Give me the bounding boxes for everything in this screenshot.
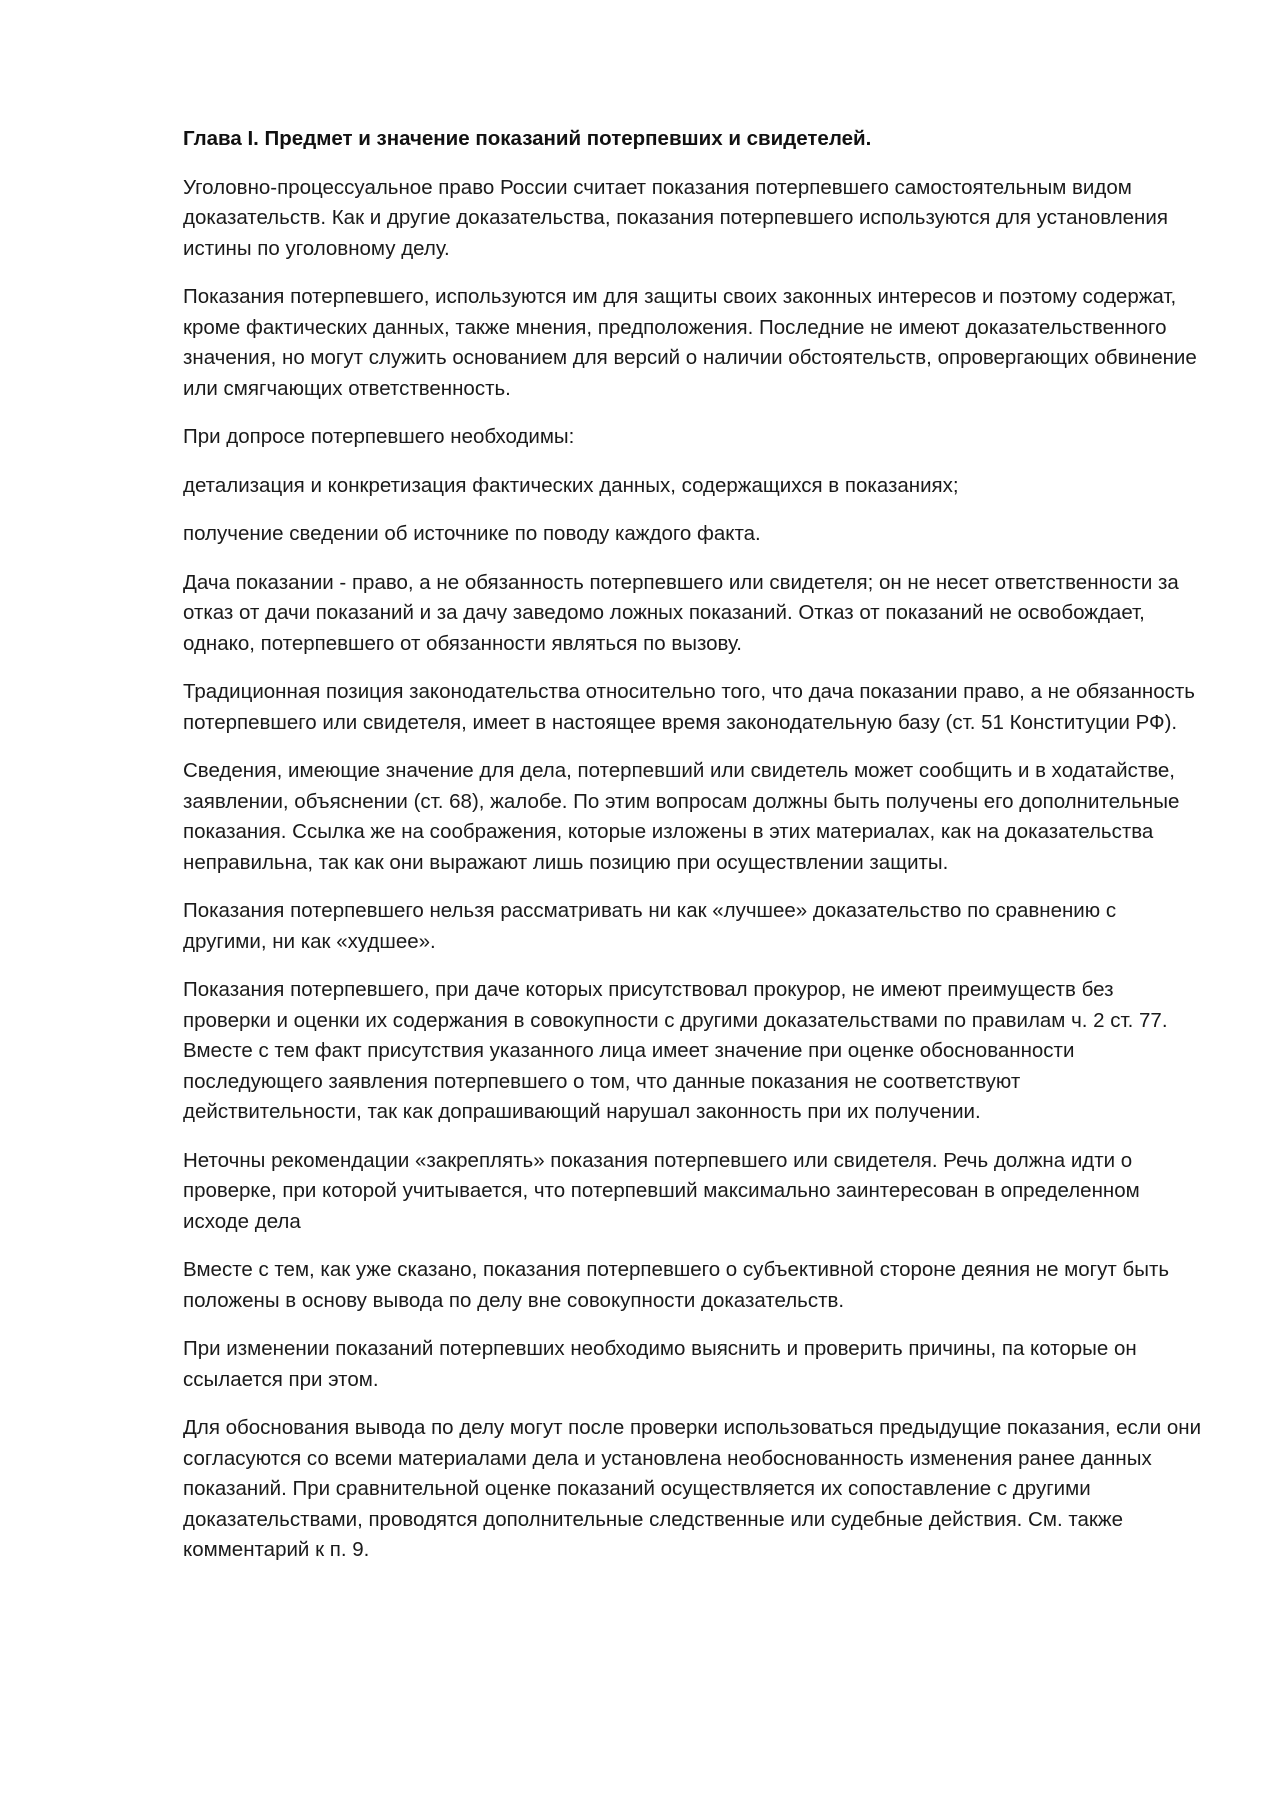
paragraph: Сведения, имеющие значение для дела, потерпевший или свидетель может сообщить и в ходатайстве, заявлении, объяснении (ст. 68), жалобе. По этим вопросам должны быть получены его дополнительные показания. Ссылка же на соображения, которые изложены в этих материалах, как на доказательства неправильна, так как они выражают лишь позицию при осуществлении защиты. — [183, 759, 1180, 874]
paragraph: При допросе потерпевшего необходимы: — [183, 425, 575, 448]
paragraph: Показания потерпевшего нельзя рассматривать ни как «лучшее» доказательство по сравнению с другими, ни как «худшее». — [183, 899, 1117, 953]
paragraph: детализация и конкретизация фактических данных, содержащихся в показаниях; — [183, 473, 959, 497]
paragraph: Неточны рекомендации «закреплять» показания потерпевшего или свидетеля. Речь должна идти о проверке, при которой учитывается, что потерпевший максимально заинтересован в определенном исходе дела — [183, 1148, 1140, 1233]
paragraph: Дача показании - право, а не обязанность потерпевшего или свидетеля; он не несет ответственности за отказ от дачи показаний и за дачу заведомо ложных показаний. Отказ от показаний не освобождает, однако, потерпевшего от обязанности являться по вызову. — [183, 570, 1179, 655]
paragraph: Уголовно-процессуальное право России считает показания потерпевшего самостоятельным видом доказательств. Как и другие доказательства, показания потерпевшего используются для установления истины по уголовному делу. — [183, 175, 1168, 260]
paragraph: Показания потерпевшего, используются им для защиты своих законных интересов и поэтому содержат, кроме фактических данных, также мнения, предположения. Последние не имеют доказательственного значения, но могут служить основанием для версий о наличии обстоятельств, опровергающих обвинение или смягчающих ответственность. — [183, 285, 1197, 400]
document-body — [183, 124, 1203, 1584]
paragraph: Для обоснования вывода по делу могут после проверки использоваться предыдущие показания, если они согласуются со всеми материалами дела и установлена необоснованность изменения ранее данных показаний. При сравнительной оценке показаний осуществляется их сопоставление с другими доказательствами, проводятся дополнительные следственные или судебные действия. См. также комментарий к п. 9. — [183, 1416, 1202, 1561]
paragraph: Традиционная позиция законодательства относительно того, что дача показании право, а не обязанность потерпевшего или свидетеля, имеет в настоящее время законодательную базу (ст. 51 Конституции РФ). — [183, 680, 1195, 734]
paragraph: Показания потерпевшего, при даче которых присутствовал прокурор, не имеют преимуществ без проверки и оценки их содержания в совокупности с другими доказательствами по правилам ч. 2 ст. 77. Вместе с тем факт присутствия указанного лица имеет значение при оценке обоснованности последующего заявления потерпевшего о том, что данные показания не соответствуют действительности, так как допрашивающий нарушал законность при их получении. — [183, 978, 1168, 1123]
paragraph: Вместе с тем, как уже сказано, показания потерпевшего о субъективной стороне деяния не могут быть положены в основу вывода по делу вне совокупности доказательств. — [183, 1258, 1170, 1312]
paragraph: При изменении показаний потерпевших необходимо выяснить и проверить причины, па которые он ссылается при этом. — [183, 1337, 1137, 1391]
paragraph: получение сведении об источнике по поводу каждого факта. — [183, 522, 761, 545]
chapter-heading: Глава I. Предмет и значение показаний потерпевших и свидетелей. — [183, 127, 872, 150]
